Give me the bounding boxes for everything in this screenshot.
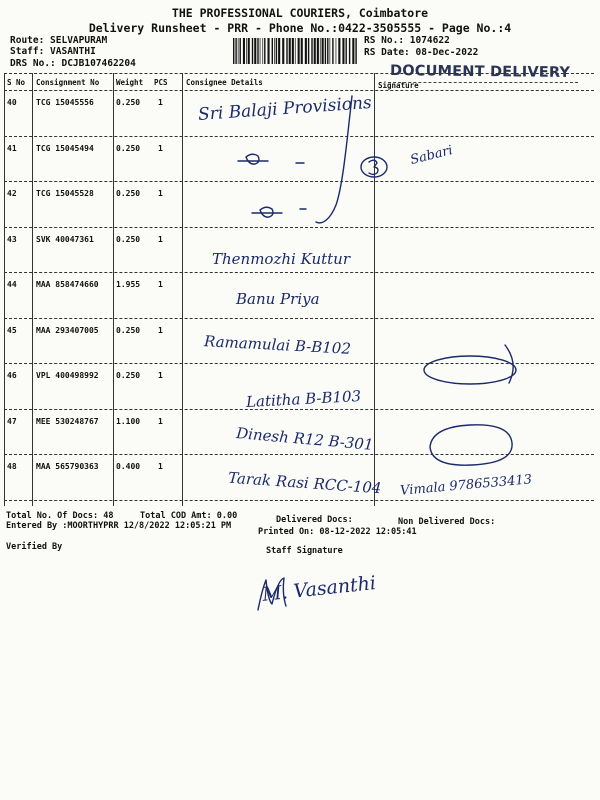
staff-signature-label: Staff Signature <box>266 546 343 556</box>
barcode-bar <box>295 38 296 64</box>
row-pcs: 1 <box>158 371 163 380</box>
barcode-bar <box>301 38 303 64</box>
staff-signature-mark: M. Vasanthi <box>261 572 377 606</box>
barcode-bar <box>282 38 284 64</box>
barcode-bar <box>264 38 265 64</box>
col-consignee: Consignee Details <box>186 78 263 87</box>
row-sno: 40 <box>7 98 17 107</box>
non-delivered-docs: Non Delivered Docs: <box>398 517 496 527</box>
company-title: THE PROFESSIONAL COURIERS, Coimbatore <box>171 6 429 20</box>
row-sno: 45 <box>7 325 17 335</box>
barcode-bar <box>238 38 239 64</box>
barcode-bar <box>276 38 277 64</box>
row-pcs: 1 <box>158 98 163 107</box>
row-sno: 43 <box>7 234 17 244</box>
handwritten-consignee-45: Ramamulai B-B102 <box>203 332 352 358</box>
barcode-bar <box>292 38 294 64</box>
route-label: Route: SELVAPURAM <box>10 35 108 46</box>
handwritten-consignee-40: Sri Balaji Provisions <box>197 92 373 126</box>
row-consignment-no: TCG 15045556 <box>36 98 94 107</box>
row-weight: 0.250 <box>116 234 141 244</box>
barcode-bar <box>286 38 287 64</box>
row-weight: 0.400 <box>116 462 141 471</box>
row-pcs: 1 <box>158 416 163 426</box>
row-consignment-no: TCG 15045528 <box>36 189 94 198</box>
row-weight: 0.250 <box>116 189 141 198</box>
row-consignment-no: SVK 40047361 <box>36 234 94 244</box>
row-consignment-no: MAA 858474660 <box>36 280 99 289</box>
drs-number: DRS No.: DCJB107462204 <box>10 58 136 69</box>
row-pcs: 1 <box>158 234 163 244</box>
rs-number: RS No.: 1074622 <box>364 35 450 46</box>
staff-label: Staff: VASANTHI <box>10 46 96 57</box>
runsheet-subtitle: Delivery Runsheet - PRR - Phone No.:0422-3505555 - Page No.:4 <box>88 21 512 35</box>
barcode-bar <box>298 38 300 64</box>
barcode-bar <box>352 38 354 64</box>
barcode-bar <box>257 38 258 64</box>
barcode-bar <box>289 38 291 64</box>
barcode-bar <box>308 38 309 64</box>
row-sno: 41 <box>7 143 17 153</box>
col-weight: Weight <box>116 78 144 87</box>
barcode-bar <box>278 38 280 64</box>
barcode-bar <box>327 38 328 64</box>
barcode-bar <box>272 38 273 64</box>
barcode-bar <box>243 38 245 64</box>
barcode-bar <box>336 38 337 64</box>
row-weight: 0.250 <box>116 98 141 107</box>
barcode-bar <box>311 38 312 64</box>
col-pcs: PCS <box>154 78 168 87</box>
barcode-bar <box>330 38 331 64</box>
verified-by: Verified By <box>6 542 63 552</box>
barcode <box>232 38 360 64</box>
row-pcs: 1 <box>158 280 163 289</box>
barcode-bar <box>274 38 275 64</box>
printed-on: Printed On: 08-12-2022 12:05:41 <box>258 527 417 537</box>
table-row <box>4 182 594 227</box>
row-pcs: 1 <box>158 143 163 153</box>
row-weight: 0.250 <box>116 143 141 153</box>
row-consignment-no: MAA 565790363 <box>36 462 99 471</box>
barcode-bar <box>252 38 253 64</box>
row-separator <box>4 500 594 501</box>
rs-date: RS Date: 08-Dec-2022 <box>364 47 479 58</box>
delivered-docs: Delivered Docs: <box>276 515 353 525</box>
table-row <box>4 137 594 182</box>
barcode-bar <box>246 38 247 64</box>
barcode-bar <box>233 38 234 64</box>
barcode-bar <box>262 38 263 64</box>
barcode-bar <box>338 38 340 64</box>
row-consignment-no: VPL 400498992 <box>36 371 99 380</box>
row-weight: 0.250 <box>116 371 141 380</box>
handwritten-consignee-48: Tarak Rasi RCC-104 <box>227 468 382 498</box>
barcode-bar <box>346 38 347 64</box>
barcode-bar <box>320 38 321 64</box>
handwritten-signature-48: Vimala 9786533413 <box>399 472 533 499</box>
row-consignment-no: MAA 293407005 <box>36 325 99 335</box>
barcode-bar <box>355 38 356 64</box>
row-sno: 47 <box>7 416 17 426</box>
col-signature: Signature <box>378 81 419 90</box>
barcode-bar <box>325 38 326 64</box>
barcode-bar <box>317 38 319 64</box>
total-cod: Total COD Amt: 0.00 <box>140 511 238 521</box>
barcode-bar <box>332 38 333 64</box>
row-weight: 0.250 <box>116 325 141 335</box>
row-pcs: 1 <box>158 462 163 471</box>
row-consignment-no: TCG 15045494 <box>36 143 94 153</box>
total-docs: Total No. Of Docs: 48 <box>6 511 114 521</box>
barcode-bar <box>235 38 236 64</box>
row-pcs: 1 <box>158 325 163 335</box>
row-sno: 48 <box>7 462 17 471</box>
document-delivery-stamp: DOCUMENT DELIVERY <box>389 63 571 81</box>
row-pcs: 1 <box>158 189 163 198</box>
barcode-bar <box>260 38 261 64</box>
row-weight: 1.100 <box>116 416 141 426</box>
handwritten-consignee-46: Latitha B-B103 <box>245 386 362 412</box>
barcode-bar <box>322 38 324 64</box>
handwritten-consignee-44: Banu Priya <box>236 290 320 308</box>
row-consignment-no: MEE 530248767 <box>36 416 99 426</box>
barcode-bar <box>268 38 270 64</box>
barcode-bar <box>314 38 316 64</box>
barcode-bar <box>349 38 350 64</box>
col-sno: S No <box>7 78 26 87</box>
row-weight: 1.955 <box>116 280 141 289</box>
barcode-bar <box>254 38 256 64</box>
barcode-bar <box>305 38 307 64</box>
handwritten-signature-41: Sabari <box>408 143 455 168</box>
col-consignment: Consignment No <box>36 78 100 87</box>
row-sno: 46 <box>7 371 17 380</box>
handwritten-consignee-43: Thenmozhi Kuttur <box>212 250 351 268</box>
row-sno: 44 <box>7 280 17 289</box>
row-sno: 42 <box>7 189 17 198</box>
table-top-rule <box>4 73 594 74</box>
barcode-bar <box>240 38 241 64</box>
barcode-bar <box>248 38 250 64</box>
barcode-bar <box>342 38 344 64</box>
handwritten-consignee-47: Dinesh R12 B-301 <box>235 424 375 454</box>
entered-by: Entered By :MOORTHYPRR 12/8/2022 12:05:21 PM <box>6 521 232 531</box>
